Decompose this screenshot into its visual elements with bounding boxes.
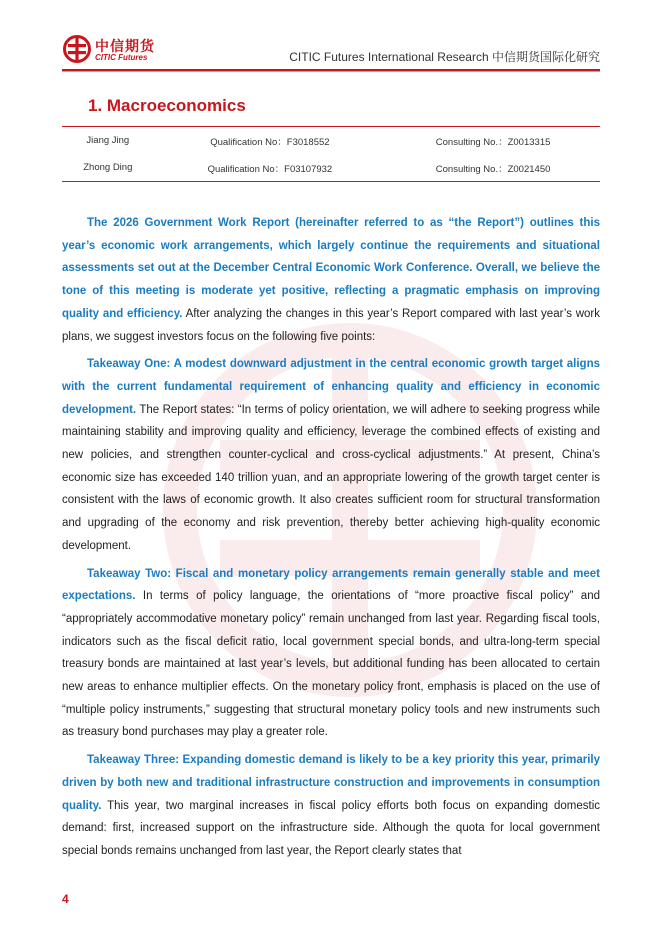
takeaway-two-text: In terms of policy language, the orientations of “more proactive fiscal policy” and “appropriately accommodative monetary policy” remain unchanged from last year. Regarding fiscal tools, indicators such as the fiscal deficit ratio, local government special bonds, and ultra-long-term special treasury bonds are maintained at last year’s levels, but additional funding has been allocated to certain new areas to enhance multiplier effects. On the monetary policy front, emphasis is placed on the use of “multiple policy instruments,” suggesting that structural monetary policy tools and new instruments such as treasury bond purchases may play a greater role. xyxy=(62,590,600,739)
takeaway-two-highlight: Takeaway Two: Fiscal and monetary policy arrangements remain generally stable and meet expectations. xyxy=(62,567,600,603)
section-title: 1. Macroeconomics xyxy=(88,96,246,115)
author-name: Jiang Jing xyxy=(86,135,130,146)
intro-paragraph xyxy=(62,212,600,348)
intro-highlight: The 2026 Government Work Report (hereinafter referred to as “the Report”) outlines this year’s economic work arrangements, which largely continue the requirements and situational assessments set out at the December Central Economic Work Conference. Overall, we believe the tone of this meeting is moderate yet positive, reflecting a pragmatic emphasis on improving quality and efficiency. xyxy=(62,217,600,320)
report-body xyxy=(62,212,600,868)
author-row xyxy=(62,127,600,155)
header-divider-gold xyxy=(62,71,600,72)
logo-text-en: CITIC Futures xyxy=(95,53,148,62)
header-title: CITIC Futures International Research 中信期货国际化研究 xyxy=(289,50,600,64)
author-qualification: Qualification No：F03107932 xyxy=(207,163,333,175)
intro-text: After analyzing the changes in this year’s Report compared with last year’s work plans, we suggest investors focus on the following five points: xyxy=(62,307,600,343)
logo-text-cn: 中信期货 xyxy=(95,39,155,55)
takeaway-one-paragraph xyxy=(62,353,600,557)
author-consulting: Consulting No.：Z0021450 xyxy=(435,163,551,175)
takeaway-one-highlight: Takeaway One: A modest downward adjustment in the central economic growth target aligns with the current fundamental requirement of enhancing quality and efficiency in economic development. xyxy=(62,358,600,416)
header-divider xyxy=(62,69,600,72)
author-row xyxy=(62,154,600,182)
page-header xyxy=(0,0,662,74)
takeaway-two-paragraph xyxy=(62,563,600,745)
citic-logo-icon xyxy=(62,34,92,64)
author-table xyxy=(62,126,600,182)
page-number: 4 xyxy=(62,892,69,906)
author-consulting: Consulting No.：Z0013315 xyxy=(435,136,551,148)
takeaway-three-paragraph xyxy=(62,749,600,863)
takeaway-one-text: The Report states: “In terms of policy orientation, we will adhere to seeking progress while maintaining stability and improving quality and efficiency, leverage the combined effects of existing and new policies, and strengthen counter-cyclical and cross-cyclical adjustments.” At present, China’s economic size has exceeded 140 trillion yuan, and an appropriate lowering of the growth target center is consistent with the laws of economic growth. It also creates sufficient room for structural transformation and upgrading of the economy and risk prevention, thereby better achieving high-quality economic development. xyxy=(62,403,600,552)
author-qualification: Qualification No：F3018552 xyxy=(210,136,330,148)
takeaway-three-highlight: Takeaway Three: Expanding domestic demand is likely to be a key priority this year, primarily driven by both new and traditional infrastructure construction and improvements in consumption quality. xyxy=(62,754,600,812)
author-name: Zhong Ding xyxy=(83,162,133,173)
takeaway-three-text: This year, two marginal increases in fiscal policy efforts both focus on expanding domestic demand: first, increased support on the infrastructure side. Although the quota for local government special bonds remains unchanged from last year, the Report clearly states that xyxy=(62,799,600,857)
